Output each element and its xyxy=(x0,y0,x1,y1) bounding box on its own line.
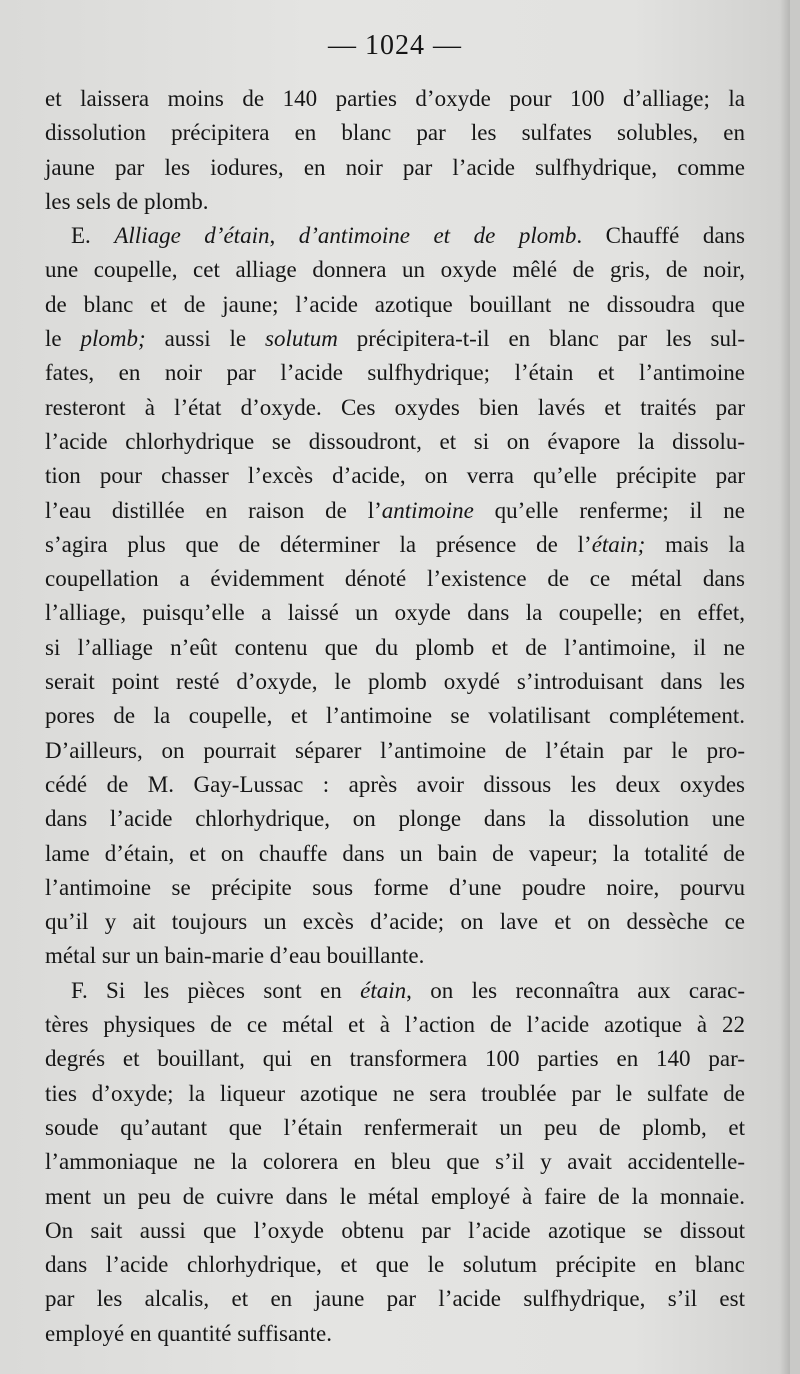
text-segment: métal sur un bain-marie d’eau bouillante. xyxy=(45,943,425,969)
text-segment: lame d’étain, et on chauffe dans un bain de vapeur; la totalité de xyxy=(45,840,745,866)
text-line xyxy=(45,1077,745,1111)
text-segment: et laissera moins de 140 parties d’oxyde pour 100 d’alliage; la xyxy=(45,86,745,111)
italic-text: Alliage d’étain xyxy=(114,223,270,249)
text-line xyxy=(45,905,745,939)
text-line xyxy=(45,185,745,219)
text-line xyxy=(45,665,745,699)
italic-text: solutum xyxy=(265,326,338,352)
body-text xyxy=(45,82,745,1351)
text-line xyxy=(45,699,745,733)
text-segment: une coupelle, cet alliage donnera un oxyde mêlé de gris, de noir, xyxy=(45,257,745,283)
text-segment: jaune par les iodures, en noir par l’acide sulfhydrique, comme xyxy=(45,154,745,180)
italic-text: étain; xyxy=(591,531,646,557)
text-segment: l’antimoine se précipite sous forme d’une poudre noire, pourvu xyxy=(45,874,745,900)
text-segment: l’ammoniaque ne la colorera en bleu que s’il y avait accidentelle- xyxy=(45,1149,745,1175)
text-line xyxy=(45,82,745,116)
page-header: — 1024 — xyxy=(328,30,462,61)
text-line xyxy=(45,562,745,596)
text-segment: qu’il y ait toujours un excès d’acide; on lave et on dessèche ce xyxy=(45,909,745,935)
text-segment: , xyxy=(269,223,299,249)
text-line xyxy=(45,837,745,871)
text-segment: coupellation a évidemment dénoté l’existence de ce métal dans xyxy=(45,566,745,592)
text-segment: s’agira plus que de déterminer la présence de l’ xyxy=(45,531,592,557)
text-segment: fates, en noir par l’acide sulfhydrique; l’étain et l’antimoine xyxy=(45,360,745,386)
text-line xyxy=(45,116,745,150)
italic-text: antimoine xyxy=(381,497,474,523)
text-line xyxy=(45,1317,745,1351)
italic-text: d’antimoine et de plomb xyxy=(298,223,577,249)
text-line xyxy=(45,391,745,425)
text-segment: , on les reconnaîtra aux carac- xyxy=(406,977,745,1003)
text-segment: l’eau distillée en raison de l’ xyxy=(45,497,382,523)
text-line xyxy=(45,1008,745,1042)
text-segment: cédé de M. Gay-Lussac : après avoir dissous les deux oxydes xyxy=(45,771,745,797)
text-line xyxy=(45,151,745,185)
text-line xyxy=(45,939,745,973)
text-segment: de blanc et de jaune; l’acide azotique bouillant ne dissoudra que xyxy=(45,291,745,317)
text-segment: serait point resté d’oxyde, le plomb oxydé s’introduisant dans les xyxy=(45,669,745,695)
text-line xyxy=(45,631,745,665)
text-line xyxy=(45,528,745,562)
text-line xyxy=(45,768,745,802)
text-segment: pores de la coupelle, et l’antimoine se volatilisant complétement. xyxy=(45,703,745,729)
text-line xyxy=(45,494,745,528)
text-line xyxy=(45,596,745,630)
text-line xyxy=(45,1180,745,1214)
text-segment: . Chauffé dans xyxy=(576,223,745,249)
text-line xyxy=(45,219,745,253)
text-segment: soude qu’autant que l’étain renfermerait un peu de plomb, et xyxy=(45,1114,745,1140)
text-segment: ment un peu de cuivre dans le métal employé à faire de la monnaie. xyxy=(45,1183,745,1209)
text-segment: D’ailleurs, on pourrait séparer l’antimoine de l’étain par le pro- xyxy=(45,737,745,763)
italic-text: plomb; xyxy=(80,326,146,352)
text-line xyxy=(45,1214,745,1248)
text-segment: ties d’oxyde; la liqueur azotique ne sera troublée par le sulfate de xyxy=(45,1080,745,1106)
text-segment: F. Si les pièces sont en xyxy=(71,977,361,1003)
text-line xyxy=(45,1111,745,1145)
text-segment: qu’elle renferme; il ne xyxy=(473,497,745,523)
text-line xyxy=(45,288,745,322)
text-line xyxy=(45,253,745,287)
text-segment: mais la xyxy=(645,531,745,557)
text-segment: employé en quantité suffisante. xyxy=(45,1320,332,1346)
text-line xyxy=(45,356,745,390)
text-line xyxy=(45,425,745,459)
text-segment: tion pour chasser l’excès d’acide, on verra qu’elle précipite par xyxy=(45,463,745,489)
text-segment: dissolution précipitera en blanc par les sulfates solubles, en xyxy=(45,120,745,146)
text-segment: les sels de plomb. xyxy=(45,188,209,214)
text-segment: précipitera-t-il en blanc par les sul- xyxy=(337,326,745,352)
text-line xyxy=(45,1282,745,1316)
text-segment: si l’alliage n’eût contenu que du plomb et de l’antimoine, il ne xyxy=(45,634,745,660)
text-segment: On sait aussi que l’oxyde obtenu par l’acide azotique se dissout xyxy=(45,1217,745,1243)
text-line xyxy=(45,459,745,493)
text-line xyxy=(45,322,745,356)
text-segment: par les alcalis, et en jaune par l’acide sulfhydrique, s’il est xyxy=(45,1286,745,1312)
text-segment: l’acide chlorhydrique se dissoudront, et si on évapore la dissolu- xyxy=(45,428,745,454)
text-line xyxy=(45,802,745,836)
text-segment: tères physiques de ce métal et à l’action de l’acide azotique à 22 xyxy=(45,1012,745,1038)
text-line xyxy=(45,734,745,768)
text-line xyxy=(45,1145,745,1179)
text-segment: dans l’acide chlorhydrique, et que le solutum précipite en blanc xyxy=(45,1252,745,1278)
text-line xyxy=(45,1042,745,1076)
text-segment: resteront à l’état d’oxyde. Ces oxydes bien lavés et traités par xyxy=(45,394,745,420)
text-line xyxy=(45,1248,745,1282)
italic-text: étain xyxy=(360,977,407,1003)
text-segment: aussi le xyxy=(145,326,265,352)
text-line xyxy=(45,974,745,1008)
text-line xyxy=(45,871,745,905)
text-segment: l’alliage, puisqu’elle a laissé un oxyde dans la coupelle; en effet, xyxy=(45,600,745,626)
text-segment: E. xyxy=(71,223,115,249)
text-segment: degrés et bouillant, qui en transformera 100 parties en 140 par- xyxy=(45,1046,745,1072)
text-segment: le xyxy=(45,326,81,352)
text-segment: dans l’acide chlorhydrique, on plonge dans la dissolution une xyxy=(45,806,745,832)
